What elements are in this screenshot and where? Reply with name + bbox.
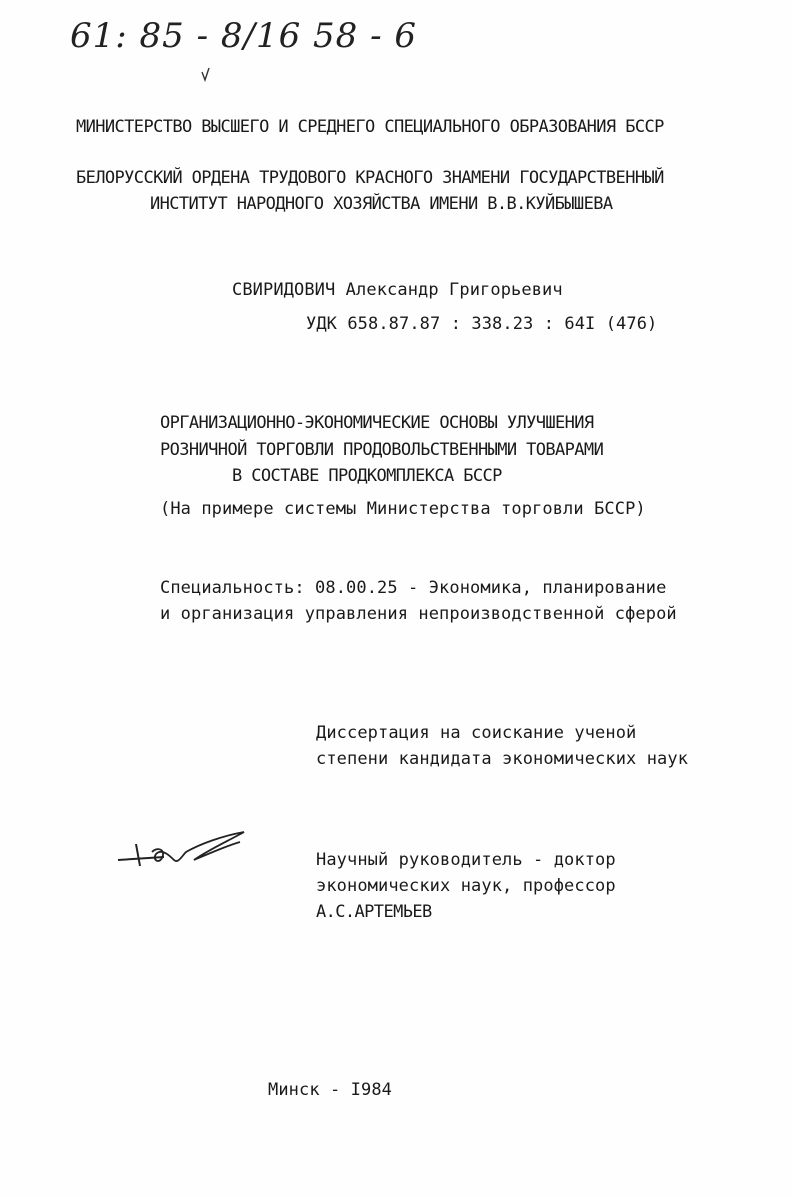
- title-line-1: ОРГАНИЗАЦИОННО-ЭКОНОМИЧЕСКИЕ ОСНОВЫ УЛУЧШЕНИЯ: [160, 413, 594, 433]
- specialty-line-2: и организация управления непроизводственной сферой: [160, 604, 677, 624]
- check-mark-icon: [200, 66, 212, 82]
- author-name: СВИРИДОВИЧ Александр Григорьевич: [232, 280, 563, 300]
- supervisor-line-2: экономических наук, профессор: [316, 876, 616, 896]
- supervisor-name: А.С.АРТЕМЬЕВ: [316, 902, 432, 922]
- institute-line-1: БЕЛОРУССКИЙ ОРДЕНА ТРУДОВОГО КРАСНОГО ЗНАМЕНИ ГОСУДАРСТВЕННЫЙ: [76, 168, 664, 188]
- handwritten-archive-code: 61: 85 - 8/16 58 - 6: [70, 16, 418, 56]
- dissertation-line-2: степени кандидата экономических наук: [316, 749, 689, 769]
- udc-code: УДК 658.87.87 : 338.23 : 64I (476): [306, 314, 658, 334]
- supervisor-line-1: Научный руководитель - доктор: [316, 850, 616, 870]
- dissertation-line-1: Диссертация на соискание ученой: [316, 723, 637, 743]
- ministry-heading: МИНИСТЕРСТВО ВЫСШЕГО И СРЕДНЕГО СПЕЦИАЛЬНОГО ОБРАЗОВАНИЯ БССР: [76, 117, 664, 137]
- institute-line-2: ИНСТИТУТ НАРОДНОГО ХОЗЯЙСТВА ИМЕНИ В.В.КУЙБЫШЕВА: [150, 194, 613, 214]
- title-subtitle: (На примере системы Министерства торговли БССР): [160, 499, 646, 519]
- supervisor-signature: [112, 826, 252, 874]
- title-line-3: В СОСТАВЕ ПРОДКОМПЛЕКСА БССР: [232, 466, 502, 486]
- city-year: Минск - I984: [268, 1080, 393, 1100]
- specialty-line-1: Специальность: 08.00.25 - Экономика, планирование: [160, 578, 667, 598]
- title-line-2: РОЗНИЧНОЙ ТОРГОВЛИ ПРОДОВОЛЬСТВЕННЫМИ ТОВАРАМИ: [160, 440, 604, 460]
